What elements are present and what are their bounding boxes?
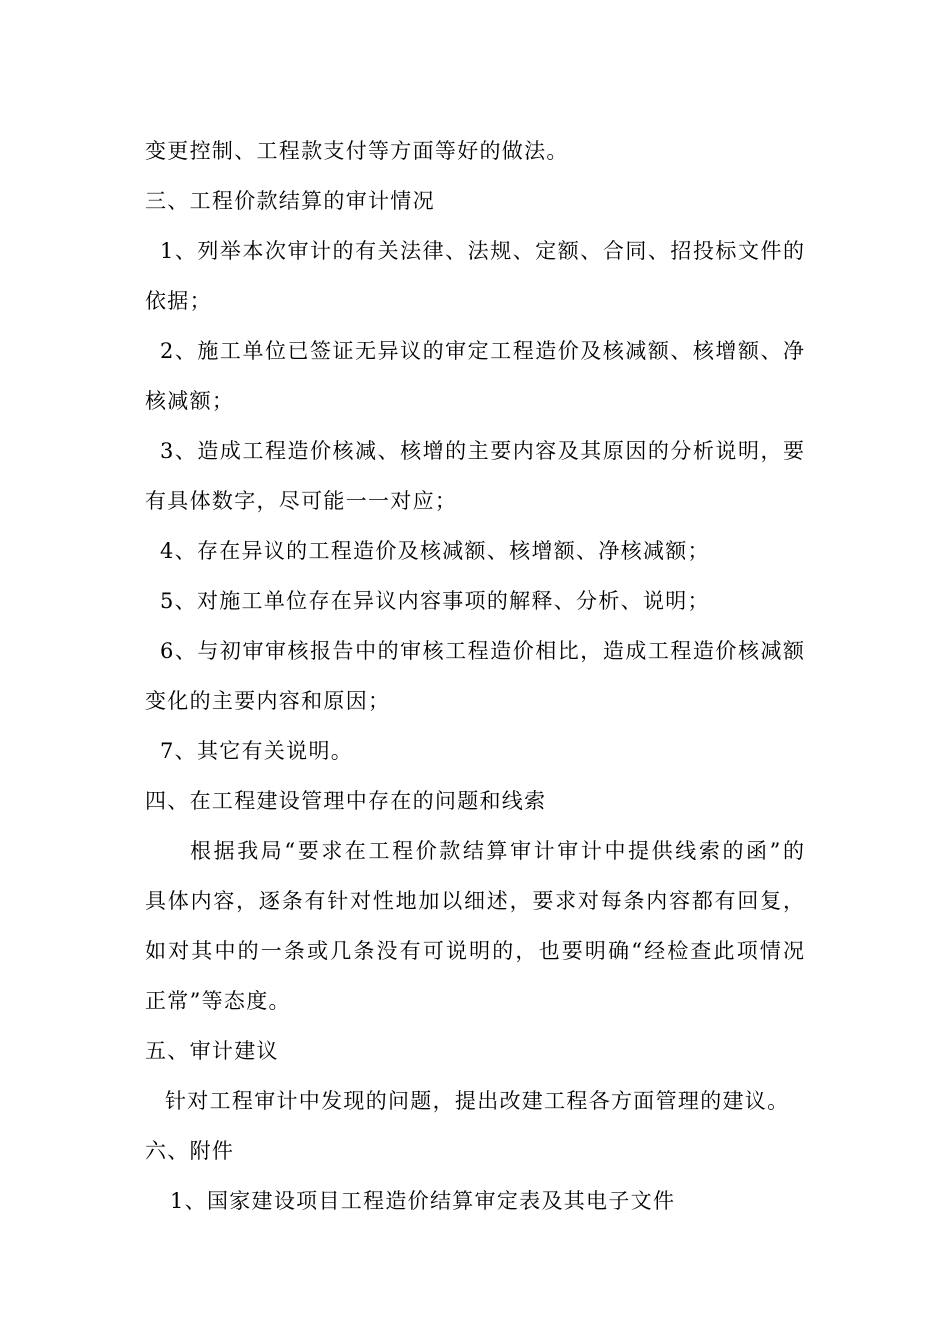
- text-line: 有具体数字，尽可能一一对应；: [145, 489, 458, 513]
- text-line: 变更控制、工程款支付等方面等好的做法。: [145, 139, 569, 163]
- text-line: 根据我局“要求在工程价款结算审计审计中提供线索的函”的: [190, 839, 804, 863]
- text-line: 1、列举本次审计的有关法律、法规、定额、合同、招投标文件的: [160, 239, 804, 263]
- text-line: 2、施工单位已签证无异议的审定工程造价及核减额、核增额、净: [160, 339, 804, 363]
- text-line: 6、与初审审核报告中的审核工程造价相比，造成工程造价核减额: [160, 639, 804, 663]
- section-heading: 五、审计建议: [145, 1039, 279, 1063]
- text-line: 核减额；: [145, 389, 235, 413]
- text-line: 如对其中的一条或几条没有可说明的，也要明确“经检查此项情况: [145, 939, 804, 963]
- text-line: 具体内容，逐条有针对性地加以细述，要求对每条内容都有回复，: [145, 889, 804, 913]
- text-line: 依据；: [145, 289, 212, 313]
- section-heading: 四、在工程建设管理中存在的问题和线索: [145, 789, 547, 813]
- text-line: 1、国家建设项目工程造价结算审定表及其电子文件: [170, 1189, 676, 1213]
- text-line: 4、存在异议的工程造价及核减额、核增额、净核减额；: [160, 539, 710, 563]
- section-heading: 六、附件: [145, 1139, 235, 1163]
- text-line: 3、造成工程造价核减、核增的主要内容及其原因的分析说明，要: [160, 439, 804, 463]
- section-heading: 三、工程价款结算的审计情况: [145, 189, 435, 213]
- text-line: 正常”等态度。: [145, 989, 291, 1013]
- text-line: 变化的主要内容和原因；: [145, 689, 391, 713]
- text-line: 5、对施工单位存在异议内容事项的解释、分析、说明；: [160, 589, 710, 613]
- text-line: 7、其它有关说明。: [160, 739, 354, 763]
- text-line: 针对工程审计中发现的问题，提出改建工程各方面管理的建议。: [165, 1089, 790, 1113]
